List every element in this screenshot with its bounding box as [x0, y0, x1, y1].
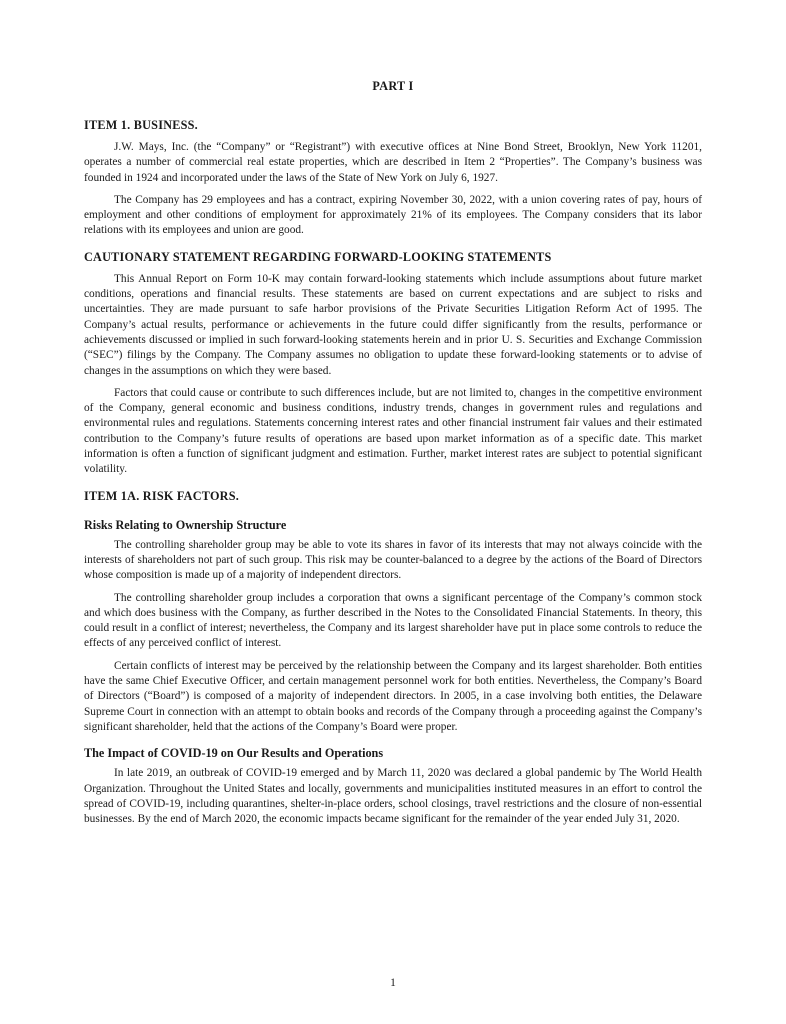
- item1-heading: ITEM 1. BUSINESS.: [84, 118, 198, 132]
- item1a-heading: ITEM 1A. RISK FACTORS.: [84, 488, 240, 503]
- covid-heading: The Impact of COVID-19 on Our Results and Operations: [84, 746, 384, 761]
- paragraph: This Annual Report on Form 10-K may contain forward-looking statements which include assumptions about future market conditions, operations and financial results. These statements are based on current expectations and are subject to risks and uncertainties. They are made pursuant to safe harbor provisions of the Private Securities Litigation Reform Act of 1995. The Company’s actual results, performance or achievements in the future could differ significantly from the results, performance or achievements discussed or implied in such forward-looking statements herein and in prior U. S. Securities and Exchange Commission (“SEC”) filings by the Company. The Company assumes no obligation to update these forward-looking statements or to advise of changes in the assumptions on which they were based.: [84, 272, 702, 377]
- covid-subsection: [84, 746, 702, 827]
- ownership-subsection: [84, 518, 702, 736]
- paragraph: J.W. Mays, Inc. (the “Company” or “Registrant”) with executive offices at Nine Bond Street, Brooklyn, New York 11201, operates a number of commercial real estate properties, which are described in Item 2 “Properties”. The Company’s business was founded in 1924 and incorporated under the laws of the State of New York on July 6, 1927.: [84, 141, 702, 184]
- page-number: 1: [390, 977, 396, 989]
- paragraph: Certain conflicts of interest may be perceived by the relationship between the Company and its largest shareholder. Both entities have the same Chief Executive Officer, and certain management personnel work for both entities. Nevertheless, the Company’s Board of Directors (“Board”) is composed of a majority of independent directors. In 2005, in a case involving both entities, the Delaware Supreme Court in connection with an attempt to obtain books and records of the Company through a proceeding against the Company’s significant shareholder, held that the actions of the Company’s Board were proper.: [84, 659, 702, 733]
- paragraph: The controlling shareholder group may be able to vote its shares in favor of its interests that may not always coincide with the interests of shareholders not part of such group. This risk may be counter-balanced to a degree by the actions of the Board of Directors whose composition is made up of a majority of independent directors.: [84, 538, 702, 582]
- cautionary-heading: CAUTIONARY STATEMENT REGARDING FORWARD-LOOKING STATEMENTS: [84, 249, 552, 264]
- ownership-heading: Risks Relating to Ownership Structure: [84, 517, 287, 532]
- part-title: PART I: [372, 79, 414, 93]
- item1-section: [84, 118, 702, 239]
- cautionary-section: [84, 250, 702, 478]
- document-body: [84, 79, 702, 834]
- paragraph: The Company has 29 employees and has a contract, expiring November 30, 2022, with a union covering rates of pay, hours of employment and other conditions of employment for approximately 21% of its employees. The Company considers that its labor relations with its employees and union are good.: [84, 193, 702, 237]
- item1a-section: [84, 489, 702, 828]
- paragraph: In late 2019, an outbreak of COVID-19 emerged and by March 11, 2020 was declared a global pandemic by The World Health Organization. Throughout the United States and locally, governments and municipalities instituted measures in an effort to control the spread of COVID-19, including quarantines, shelter-in-place orders, school closings, travel restrictions and the closure of non-essential businesses. By the end of March 2020, the economic impacts became significant for the remainder of the year ended July 31, 2020.: [84, 767, 702, 826]
- paragraph: Factors that could cause or contribute to such differences include, but are not limited to, changes in the competitive environment of the Company, general economic and business conditions, industry trends, changes in government rules and regulations and environmental rules and regulations. Statements concerning interest rates and other financial instrument fair values and their estimated contribution to the Company’s future results of operations are based upon market information as of a specific date. This market information is often a function of significant judgment and estimation. Further, market interest rates are subject to potential significant volatility.: [84, 386, 702, 476]
- paragraph: The controlling shareholder group includes a corporation that owns a significant percentage of the Company’s common stock and which does business with the Company, as further described in the Notes to the Consolidated Financial Statements. In theory, this could result in a conflict of interest; nevertheless, the Company and its largest shareholder have put in place some controls to reduce the effects of any perceived conflict of interest.: [84, 591, 702, 650]
